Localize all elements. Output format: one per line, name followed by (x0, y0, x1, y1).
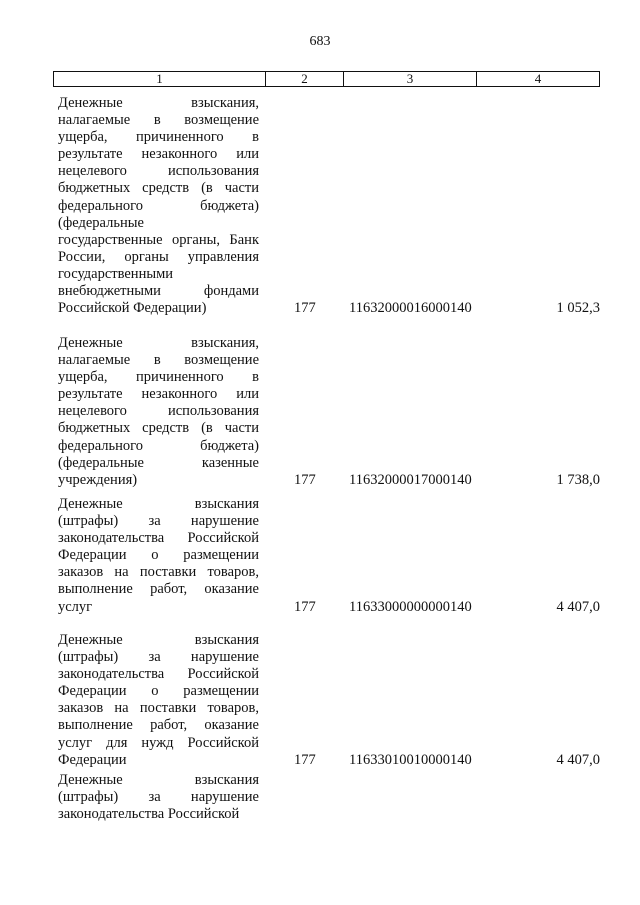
description-line: Денежные взыскания (58, 496, 259, 512)
column-header-4: 4 (534, 71, 542, 86)
table-header (53, 71, 600, 87)
description-line: (штрафы) за нарушение (58, 513, 259, 530)
table-row (58, 772, 600, 823)
description-line: (федеральные казенные (58, 454, 259, 471)
amount-value: 1 738,0 (556, 471, 600, 488)
column-header-2: 2 (266, 72, 344, 86)
table-row (58, 335, 600, 489)
row-description (58, 632, 259, 769)
description-line: Федерации (58, 751, 127, 768)
description-line: выполнение работ, оказание (58, 581, 259, 598)
description-line: законодательства Российской (58, 530, 259, 547)
description-line: государственными (58, 265, 174, 282)
kbk-code: 11632000016000140 (349, 300, 472, 317)
description-line: (федеральные (58, 214, 144, 231)
description-line: Денежные взыскания (58, 772, 259, 788)
description-line: Федерации о размещении (58, 683, 259, 700)
description-line: (штрафы) за нарушение (58, 789, 259, 806)
table-row (58, 632, 600, 769)
description-line: результате незаконного или (58, 386, 259, 403)
row-description (58, 335, 259, 489)
description-line: законодательства Российской (58, 666, 259, 683)
row-description (58, 95, 259, 317)
description-line: нецелевого использования (58, 163, 259, 180)
description-line: выполнение работ, оказание (58, 717, 259, 734)
table-row (58, 95, 600, 317)
description-line: услуг для нужд Российской (58, 734, 259, 751)
kbk-code: 11633000000000140 (349, 598, 472, 615)
admin-code: 177 (294, 300, 316, 317)
description-line: бюджетных средств (в части (58, 420, 259, 437)
description-line: заказов на поставки товаров, (58, 564, 259, 581)
admin-code: 177 (294, 751, 316, 768)
description-line: учреждения) (58, 471, 138, 488)
description-line: ущерба, причиненного в (58, 369, 259, 386)
description-line: федерального бюджета) (58, 437, 259, 454)
description-line: бюджетных средств (в части (58, 180, 259, 197)
description-line: результате незаконного или (58, 146, 259, 163)
description-line: Денежные взыскания (58, 632, 259, 648)
row-description (58, 496, 259, 616)
description-line: услуг (58, 598, 93, 615)
description-line: налагаемые в возмещение (58, 352, 259, 369)
description-line: внебюджетными фондами (58, 283, 259, 300)
description-line: Денежные взыскания, (58, 95, 259, 111)
amount-value: 4 407,0 (556, 598, 600, 615)
description-line: Российской Федерации) (58, 300, 207, 317)
description-line: Федерации о размещении (58, 547, 259, 564)
description-line: заказов на поставки товаров, (58, 700, 259, 717)
column-header-3: 3 (344, 72, 477, 86)
description-line: федерального бюджета) (58, 197, 259, 214)
amount-value: 4 407,0 (556, 751, 600, 768)
row-description (58, 772, 259, 823)
description-line: законодательства Российской (58, 806, 240, 823)
kbk-code: 11632000017000140 (349, 471, 472, 488)
kbk-code: 11633010010000140 (349, 751, 472, 768)
description-line: государственные органы, Банк (58, 231, 259, 248)
amount-value: 1 052,3 (556, 300, 600, 317)
admin-code: 177 (294, 471, 316, 488)
page-number: 683 (309, 34, 331, 49)
admin-code: 177 (294, 598, 316, 615)
description-line: налагаемые в возмещение (58, 112, 259, 129)
column-header-1: 1 (54, 72, 266, 86)
table-row (58, 496, 600, 616)
description-line: (штрафы) за нарушение (58, 649, 259, 666)
description-line: России, органы управления (58, 248, 259, 265)
description-line: ущерба, причиненного в (58, 129, 259, 146)
description-line: Денежные взыскания, (58, 335, 259, 351)
description-line: нецелевого использования (58, 403, 259, 420)
